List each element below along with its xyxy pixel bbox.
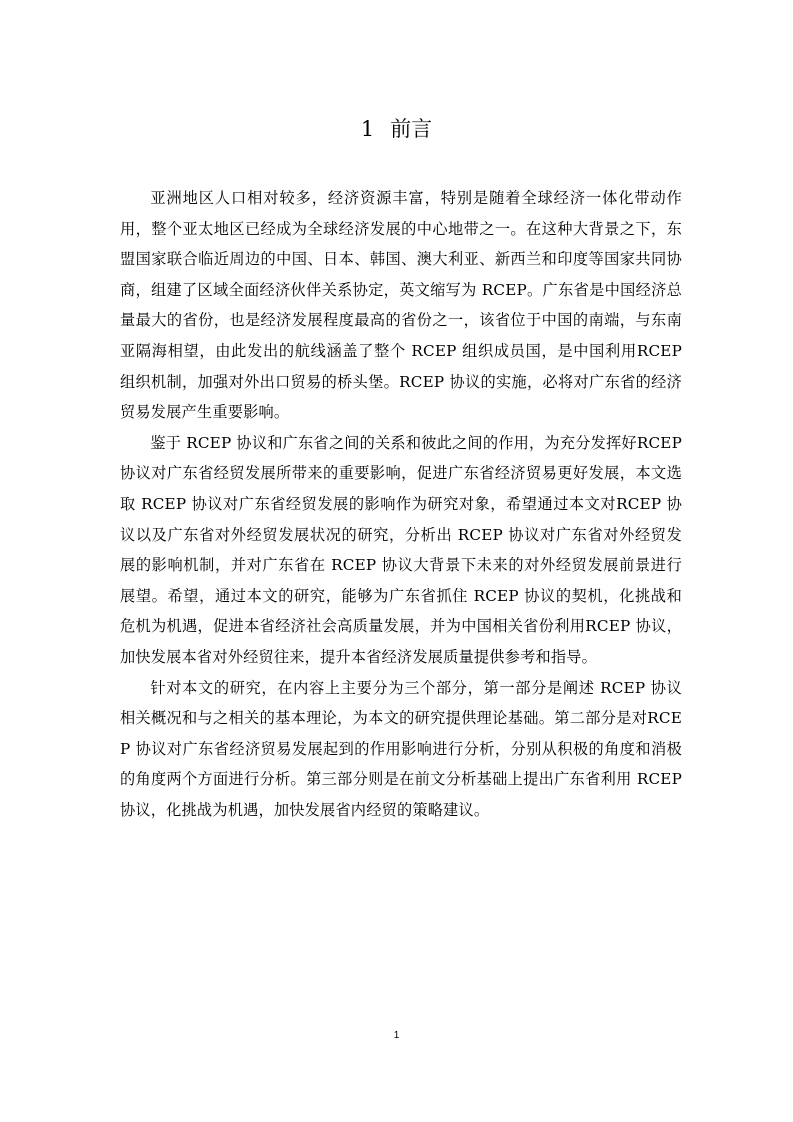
section-title: 前言 bbox=[390, 117, 433, 141]
section-heading bbox=[0, 114, 793, 144]
section-number: 1 bbox=[360, 117, 375, 141]
paragraph-2: 鉴于 RCEP 协议和广东省之间的关系和彼此之间的作用，为充分发挥好RCEP 协议对广东省经贸发展所带来的重要影响，促进广东省经济贸易更好发展，本文选取 RCEP 协议对广东省经贸发展的影响作为研究对象，希望通过本文对RCEP 协议以及广东省对外经贸发展状况的研究，分析出 RCEP 协议对广东省对外经贸发展的影响机制，并对广东省在 RCEP 协议大背景下未来的对外经贸发展前景进行展望。希望，通过本文的研究，能够为广东省抓住 RCEP 协议的契机，化挑战和危机为机遇，促进本省经济社会高质量发展，并为中国相关省份利用RCEP 协议，加快发展本省对外经贸往来，提升本省经济发展质量提供参考和指导。 bbox=[120, 433, 682, 666]
body-text bbox=[120, 183, 682, 825]
paragraph-3: 针对本文的研究，在内容上主要分为三个部分，第一部分是阐述 RCEP 协议相关概况和与之相关的基本理论，为本文的研究提供理论基础。第二部分是对RCEP 协议对广东省经济贸易发展起到的作用影响进行分析，分别从积极的角度和消极的角度两个方面进行分析。第三部分则是在前文分析基础上提出广东省利用 RCEP 协议，化挑战为机遇，加快发展省内经贸的策略建议。 bbox=[120, 678, 682, 819]
paragraph-1: 亚洲地区人口相对较多，经济资源丰富，特别是随着全球经济一体化带动作用，整个亚太地区已经成为全球经济发展的中心地带之一。在这种大背景之下，东盟国家联合临近周边的中国、日本、韩国、澳大利亚、新西兰和印度等国家共同协商，组建了区域全面经济伙伴关系协定，英文缩写为 RCEP。广东省是中国经济总量最大的省份，也是经济发展程度最高的省份之一，该省位于中国的南端，与东南亚隔海相望，由此发出的航线涵盖了整个 RCEP 组织成员国，是中国利用RCEP 组织机制，加强对外出口贸易的桥头堡。RCEP 协议的实施，必将对广东省的经济贸易发展产生重要影响。 bbox=[120, 189, 682, 422]
page-number: 1 bbox=[393, 1030, 400, 1041]
